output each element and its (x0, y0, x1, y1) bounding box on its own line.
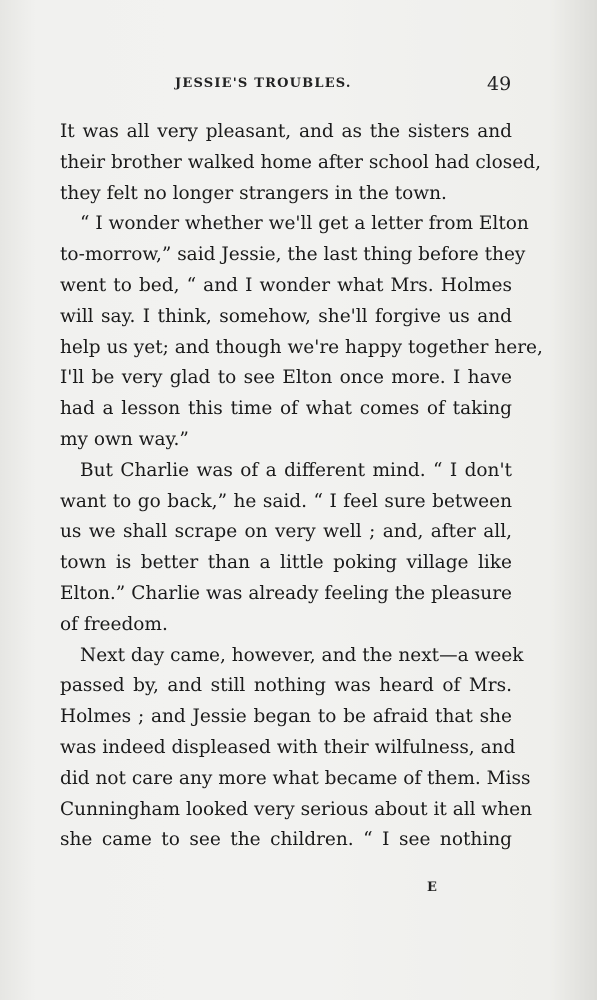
text-line: us we shall scrape on very well ; and, after all, (60, 521, 512, 543)
text-line: I'll be very glad to see Elton once more. I have (60, 367, 512, 389)
text-line: Holmes ; and Jessie began to be afraid that she (60, 706, 512, 728)
text-line: was indeed displeased with their wilfulness, and (60, 736, 516, 758)
text-line: town is better than a little poking village like (60, 552, 512, 574)
text-line: had a lesson this time of what comes of taking (60, 398, 512, 420)
body-text (60, 117, 543, 856)
text-line: my own way.” (60, 428, 189, 450)
page-number: 49 (487, 73, 512, 95)
text-line: passed by, and still nothing was heard of Mrs. (60, 675, 512, 697)
text-line: she came to see the children. “ I see nothing (60, 829, 512, 851)
text-line: will say. I think, somehow, she'll forgive us and (60, 305, 512, 327)
text-line: to-morrow,” said Jessie, the last thing before they (60, 244, 526, 266)
signature-mark: E (427, 880, 438, 895)
text-line: It was all very pleasant, and as the sisters and (60, 121, 512, 142)
text-line: Next day came, however, and the next—a week (80, 644, 524, 666)
running-head-title: JESSIE'S TROUBLES. (175, 76, 352, 91)
text-line: did not care any more what became of them. Miss (60, 767, 531, 789)
text-line: their brother walked home after school had closed, (60, 151, 541, 173)
text-line: went to bed, “ and I wonder what Mrs. Holmes (60, 274, 512, 296)
text-line: they felt no longer strangers in the town. (60, 182, 447, 204)
text-line: want to go back,” he said. “ I feel sure between (60, 490, 512, 512)
text-line: But Charlie was of a different mind. “ I don't (80, 459, 512, 481)
text-line: “ I wonder whether we'll get a letter from Elton (80, 213, 529, 235)
text-line: of freedom. (60, 613, 168, 635)
text-line: Cunningham looked very serious about it all when (60, 798, 533, 820)
text-line: Elton.” Charlie was already feeling the pleasure (60, 582, 512, 604)
text-line: help us yet; and though we're happy together here, (60, 336, 543, 358)
